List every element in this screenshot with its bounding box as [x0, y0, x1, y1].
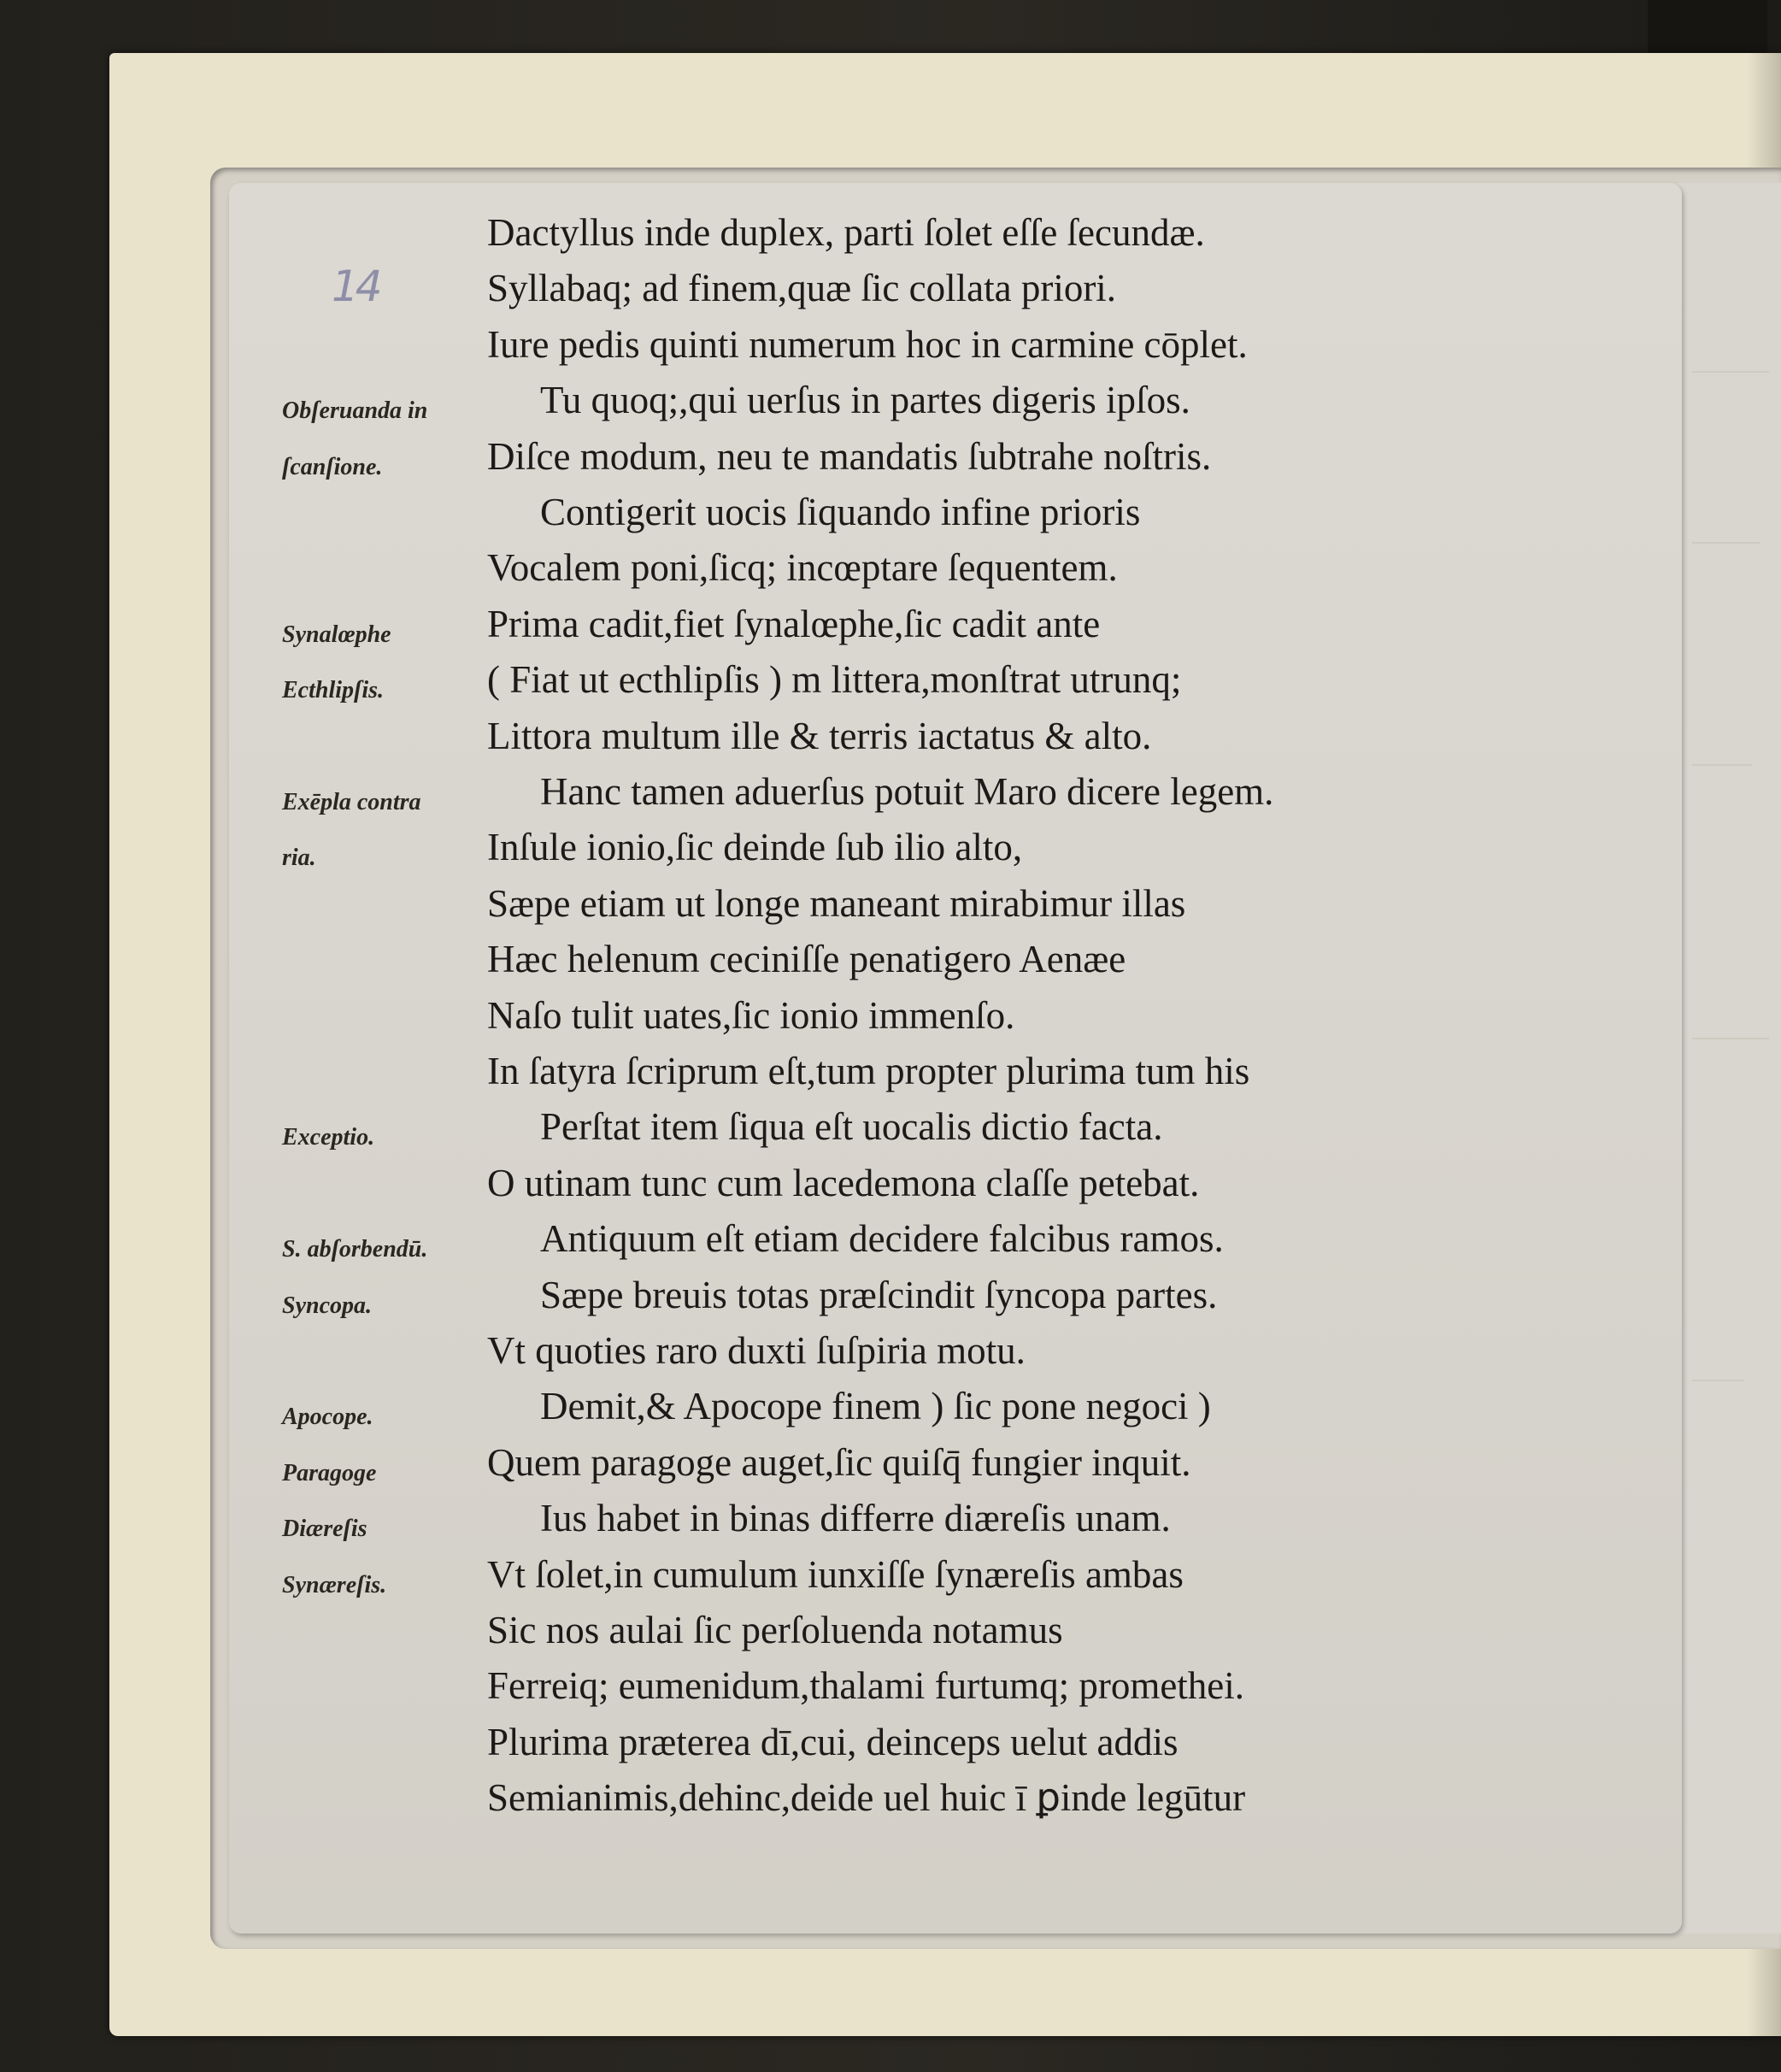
verse-line: Hæc helenum ceciniſſe penatigero Aenæe [487, 938, 1126, 981]
verse-line: Plurima præterea dī,cui, deinceps uelut addis [487, 1720, 1179, 1763]
verse-line: Diſce modum, neu te mandatis ſubtrahe noſtris. [487, 434, 1212, 478]
margin-note: Syncopa. [282, 1292, 372, 1319]
verse-line: Vocalem poni,ſicq; incœptare ſequentem. [487, 546, 1118, 590]
verse-line: Inſule ionio,ſic deinde ſub ilio alto, [487, 826, 1023, 869]
margin-note: Ecthlipſis. [282, 677, 385, 704]
verse-line: Syllabaq; ad finem,quæ ſic collata priori. [487, 267, 1117, 310]
verse-line: Sic nos aulai ſic perſoluenda notamus [487, 1609, 1063, 1651]
margin-note: Synalœphe [282, 621, 391, 648]
verse-line: Contigerit uocis ſiquando infine prioris [540, 491, 1141, 533]
verse-line: Vt ſolet,in cumulum iunxiſſe ſynæreſis ambas [487, 1552, 1184, 1596]
facing-page [1666, 183, 1781, 1934]
verse-line: Semianimis,dehinc,deide uel huic ī ꝑinde legūtur [487, 1776, 1246, 1820]
margin-note: Exēpla contra [282, 789, 421, 815]
verse-line: Littora multum ille & terris iactatus & alto. [487, 714, 1152, 757]
verse-line: Iure pedis quinti numerum hoc in carmine cōplet. [487, 322, 1248, 366]
verse-line: Vt quoties raro duxti ſuſpiria motu. [487, 1329, 1026, 1372]
verse-line: Naſo tulit uates,ſic ionio immenſo. [487, 993, 1015, 1037]
verse-line: ( Fiat ut ecthlipſis ) m littera,monſtrat utrunq; [487, 658, 1182, 702]
margin-note: Obſeruanda in [282, 397, 428, 425]
verse-line: Hanc tamen aduerſus potuit Maro dicere legem. [540, 770, 1274, 813]
verse-line: Dactyllus inde duplex, parti ſolet eſſe ſecundæ. [487, 211, 1205, 254]
verse-line: Sæpe breuis totas præſcindit ſyncopa partes. [540, 1273, 1218, 1316]
binding-strip [1648, 0, 1767, 53]
verse-line: Prima cadit,fiet ſynalœphe,ſic cadit ante [487, 602, 1101, 645]
verse-line: Perſtat item ſiqua eſt uocalis dictio facta. [540, 1105, 1163, 1149]
verse-line: Tu quoq;,qui uerſus in partes digeris ipſos. [540, 379, 1190, 422]
verse-line: O utinam tunc cum lacedemona claſſe petebat. [487, 1161, 1200, 1204]
margin-note: ria. [282, 845, 316, 872]
margin-note: ſcanſione. [282, 453, 383, 480]
verse-line: Sæpe etiam ut longe maneant mirabimur illas [487, 881, 1186, 925]
verse-line: Ius habet in binas differre diæreſis unam. [540, 1497, 1171, 1540]
margin-note: Diæreſis [282, 1516, 367, 1543]
margin-note: Exceptio. [282, 1124, 375, 1151]
verse-line: Quem paragoge auget,ſic quiſq̄ fungier inquit. [487, 1440, 1191, 1484]
verse-line: Ferreiq; eumenidum,thalami furtumq; promethei. [487, 1664, 1245, 1708]
verse-line: In ſatyra ſcriprum eſt,tum propter plurima tum his [487, 1050, 1250, 1092]
folio-number: 14 [332, 262, 379, 311]
verse-line: Antiquum eſt etiam decidere falcibus ramos. [540, 1217, 1224, 1261]
margin-note: Paragoge [282, 1459, 377, 1486]
margin-note: S. abſorbendū. [282, 1236, 428, 1263]
verse-line: Demit,& Apocope finem ) ſic pone negoci ) [540, 1385, 1211, 1428]
margin-note: Apocope. [282, 1404, 373, 1431]
margin-note: Synæreſis. [282, 1571, 387, 1598]
